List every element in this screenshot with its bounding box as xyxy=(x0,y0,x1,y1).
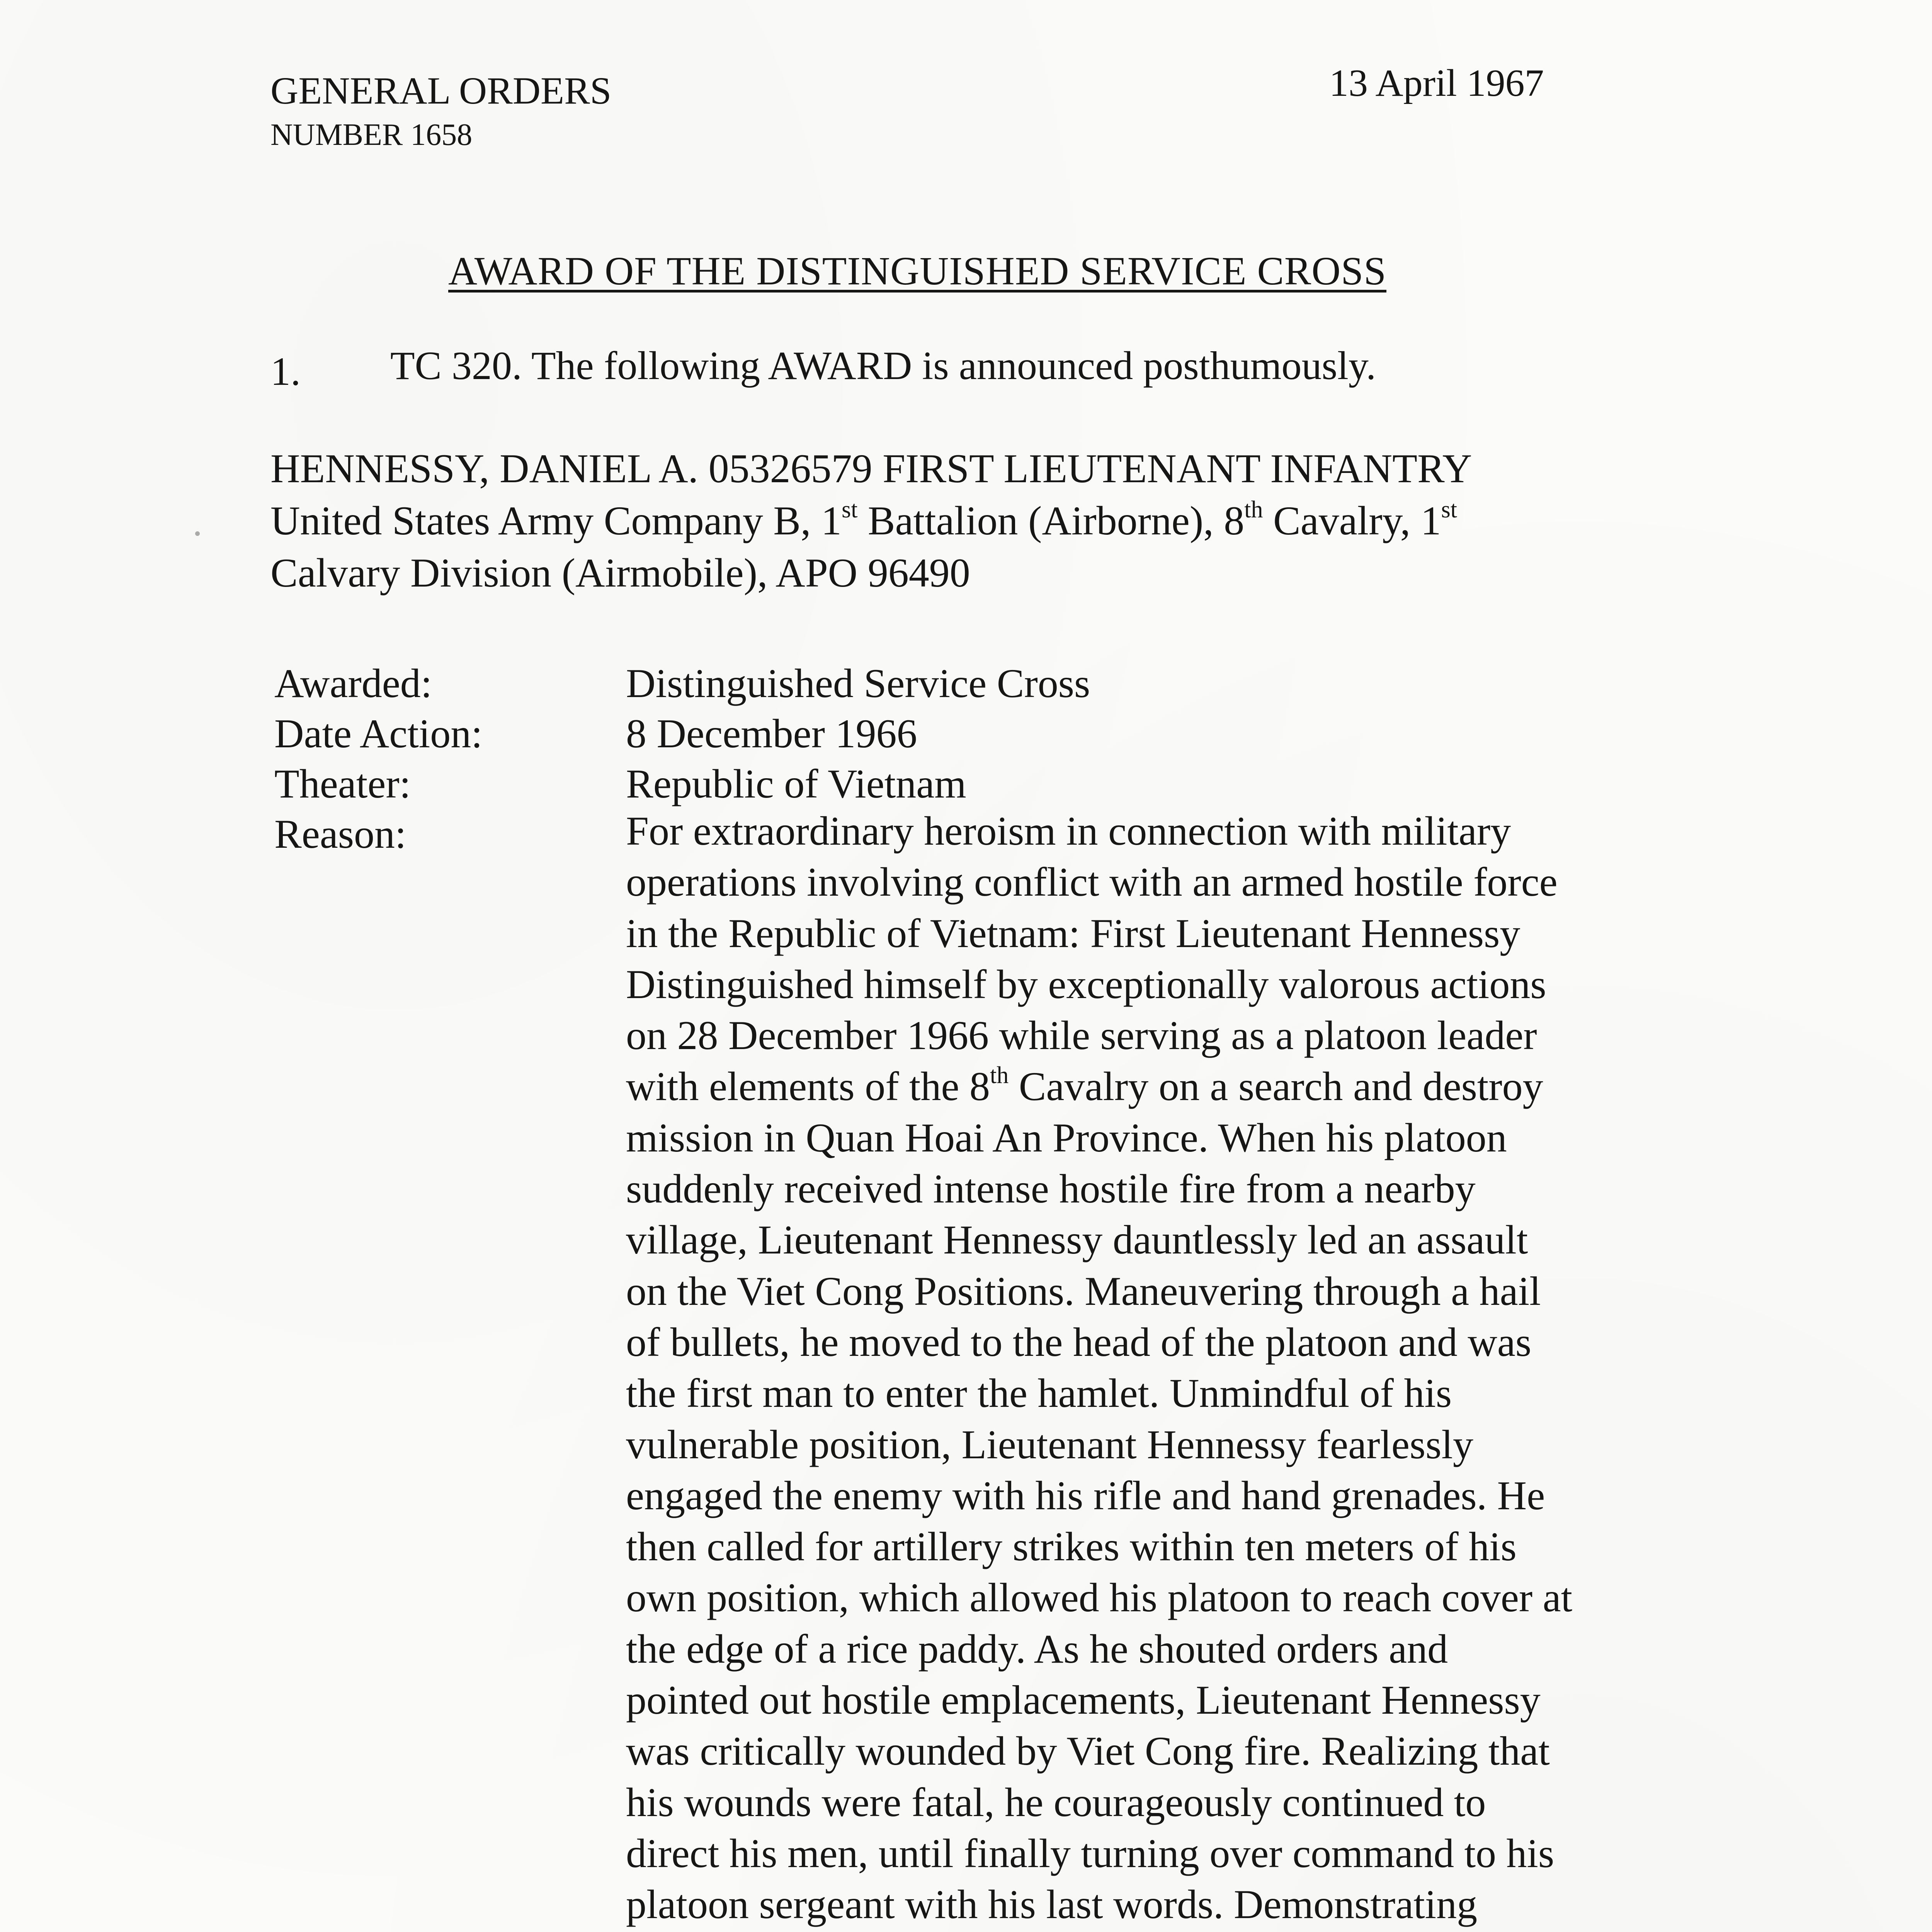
order-number: NUMBER 1658 xyxy=(270,118,473,152)
reason-line xyxy=(626,1061,1700,1112)
award-title: AWARD OF THE DISTINGUISHED SERVICE CROSS xyxy=(448,249,1387,293)
reason-line: on 28 December 1966 while serving as a platoon leader xyxy=(626,1013,1537,1058)
reason-line: suddenly received intense hostile fire from a nearby xyxy=(626,1166,1476,1212)
general-orders-title: GENERAL ORDERS xyxy=(270,69,612,112)
ordinal-suffix: st xyxy=(1441,497,1458,523)
recipient-block xyxy=(270,442,1472,599)
reason-line: village, Lieutenant Hennessy dauntlessly led an assault xyxy=(626,1217,1528,1263)
reason-label: Reason: xyxy=(274,811,406,857)
reason-line-part: with elements of the 8 xyxy=(626,1064,990,1109)
reason-line: the first man to enter the hamlet. Unmindful of his xyxy=(626,1371,1452,1416)
order-header xyxy=(270,68,611,153)
unit-text-b: Battalion (Airborne), 8 xyxy=(857,498,1245,543)
reason-line: own position, which allowed his platoon to reach cover at xyxy=(626,1575,1573,1621)
date-action-label: Date Action: xyxy=(274,711,483,756)
reason-line xyxy=(626,1930,1700,1932)
reason-line: Distinguished himself by exceptionally valorous actions xyxy=(626,961,1546,1007)
reason-line: engaged the enemy with his rifle and hand grenades. He xyxy=(626,1473,1545,1518)
awarded-value: Distinguished Service Cross xyxy=(626,661,1090,706)
ordinal-suffix: st xyxy=(842,497,858,523)
recipient-name-line: HENNESSY, DANIEL A. 05326579 FIRST LIEUTENANT INFANTRY xyxy=(270,446,1472,491)
unit-text-c: Cavalry, 1 xyxy=(1263,498,1441,543)
reason-line: direct his men, until finally turning over command to his xyxy=(626,1830,1554,1876)
awarded-label: Awarded: xyxy=(274,661,432,706)
reason-line: vulnerable position, Lieutenant Hennessy fearlessly xyxy=(626,1422,1473,1467)
reason-line: then called for artillery strikes within ten meters of his xyxy=(626,1524,1517,1570)
announcement-text: TC 320. The following AWARD is announced posthumously. xyxy=(390,344,1376,388)
reason-line-part: Cavalry on a search and destroy xyxy=(1009,1064,1543,1109)
recipient-division-line: Calvary Division (Airmobile), APO 96490 xyxy=(270,550,970,595)
recipient-unit-line xyxy=(270,495,1472,547)
date-action-value: 8 December 1966 xyxy=(626,711,917,756)
reason-line: the edge of a rice paddy. As he shouted orders and xyxy=(626,1626,1448,1672)
ordinal-suffix: th xyxy=(990,1062,1009,1089)
reason-line: For extraordinary heroism in connection with military xyxy=(626,808,1511,854)
ordinal-suffix: th xyxy=(1244,497,1263,523)
order-date: 13 April 1967 xyxy=(1329,61,1544,104)
unit-text-a: United States Army Company B, 1 xyxy=(270,498,842,543)
reason-line: mission in Quan Hoai An Province. When his platoon xyxy=(626,1115,1507,1160)
item-number: 1. xyxy=(270,349,301,394)
reason-line: his wounds were fatal, he courageously continued to xyxy=(626,1779,1486,1825)
reason-line: was critically wounded by Viet Cong fire. Realizing that xyxy=(626,1728,1550,1774)
theater-label: Theater: xyxy=(274,761,411,806)
reason-line: pointed out hostile emplacements, Lieutenant Hennessy xyxy=(626,1677,1541,1723)
reason-line: on the Viet Cong Positions. Maneuvering through a hail xyxy=(626,1268,1541,1314)
theater-value: Republic of Vietnam xyxy=(626,761,966,806)
reason-line: of bullets, he moved to the head of the platoon and was xyxy=(626,1319,1532,1365)
paper-speck xyxy=(195,531,200,536)
reason-text xyxy=(626,806,1700,1932)
reason-line: operations involving conflict with an armed hostile force xyxy=(626,859,1558,905)
reason-line: platoon sergeant with his last words. Demonstrating xyxy=(626,1882,1478,1927)
reason-line: in the Republic of Vietnam: First Lieutenant Hennessy xyxy=(626,910,1520,956)
